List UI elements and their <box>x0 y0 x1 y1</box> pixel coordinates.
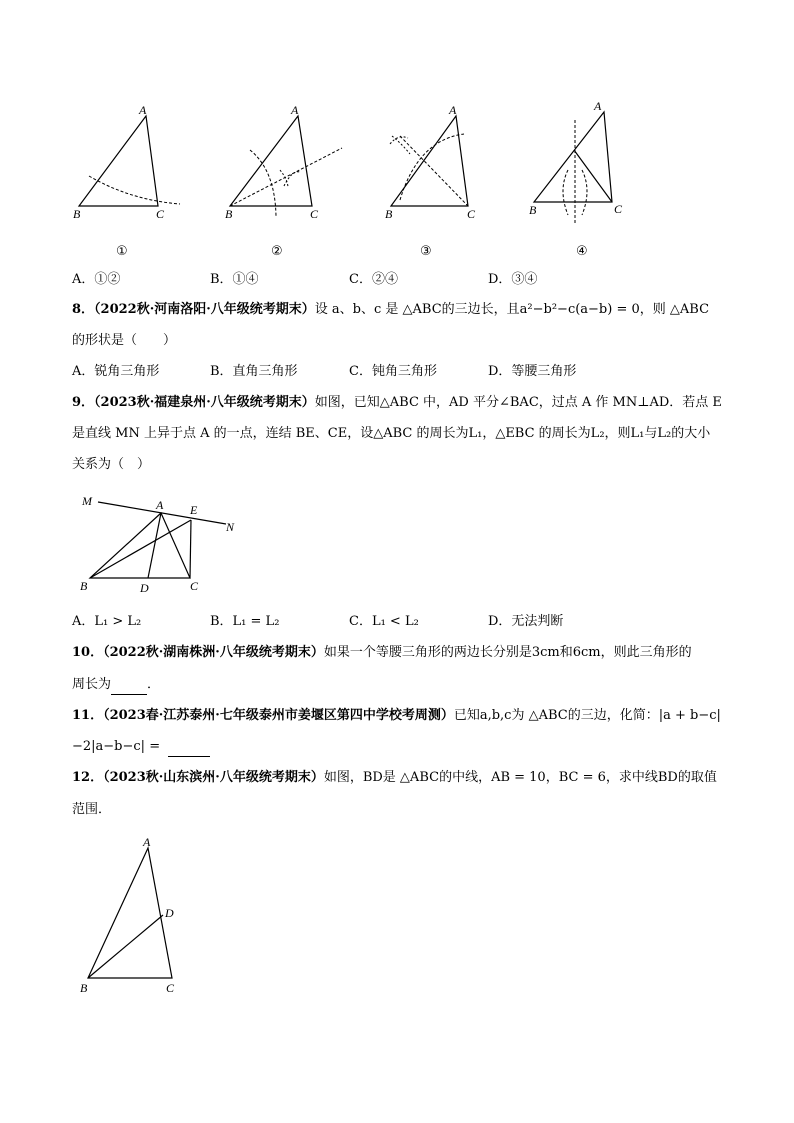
q9-stem: 如图，已知△ABC 中，AD 平分∠BAC，过点 A 作 MN⊥AD．若点 E <box>314 395 722 410</box>
fig1-label-c: C <box>156 207 165 221</box>
q9-label-d: D <box>140 581 149 595</box>
q10-stem: 如果一个等腰三角形的两边长分别是3cm和6cm，则此三角形的 <box>323 645 692 660</box>
q8-line-1 <box>72 301 709 319</box>
q10-number: 10． <box>72 645 104 660</box>
q12-label-c: C <box>166 981 175 995</box>
q9-source: （2023秋·福建泉州·八年级统考期末） <box>94 395 315 410</box>
q10-line-2-text: 周长为 <box>72 677 112 692</box>
q9-label-c: C <box>190 579 199 593</box>
q7-figure-2 <box>220 100 360 230</box>
q8-line-2: 的形状是（ ） <box>72 333 177 348</box>
q8-option-d: D．等腰三角形 <box>488 364 577 379</box>
fig3-label-c: C <box>467 207 476 221</box>
fig4-label-b: B <box>529 203 537 217</box>
q10-line-1 <box>72 644 692 662</box>
q12-line-1 <box>72 769 717 787</box>
q7-option-b: B．①④ <box>210 272 259 287</box>
q10-answer-blank[interactable] <box>111 676 147 695</box>
q8-stem: 设 a、b、c 是 △ABC的三边长，且a²−b²−c(a−b) = 0，则 △ABC <box>314 302 710 317</box>
fig4-label-a: A <box>594 99 602 113</box>
fig4-label-c: C <box>614 202 623 216</box>
q8-option-c: C．钝角三角形 <box>349 364 437 379</box>
q12-number: 12． <box>72 770 104 785</box>
q9-line-2: 是直线 MN 上异于点 A 的一点，连结 BE、CE，设△ABC 的周长为L₁，△EBC 的周长为L₂，则L₁与L₂的大小 <box>72 426 711 441</box>
q8-number: 8． <box>72 302 95 317</box>
fig3-label-a: A <box>449 103 457 117</box>
q9-option-a: A．L₁ > L₂ <box>72 614 142 629</box>
q12-line-2: 范围． <box>72 802 112 817</box>
q12-label-d: D <box>165 906 174 920</box>
q9-figure <box>76 488 246 600</box>
q7-figure-3-caption: ③ <box>420 244 432 259</box>
q9-label-b: B <box>80 579 88 593</box>
q9-label-m: M <box>82 494 92 508</box>
q7-figure-1-caption: ① <box>116 244 128 259</box>
q11-source: （2023春·江苏泰州·七年级泰州市姜堰区第四中学校考周测） <box>103 708 454 723</box>
q9-label-n: N <box>226 520 235 534</box>
fig2-label-b: B <box>225 207 233 221</box>
q7-figure-3 <box>378 100 518 230</box>
q11-line-2-text: −2|a−b−c| = <box>72 739 165 754</box>
q9-label-a: A <box>156 498 164 512</box>
q7-option-c: C．②④ <box>349 272 398 287</box>
q9-number: 9． <box>72 395 95 410</box>
q7-figure-1 <box>60 100 200 230</box>
q11-line-1 <box>72 707 721 725</box>
fig3-label-b: B <box>385 207 393 221</box>
q9-option-b: B．L₁ = L₂ <box>210 614 280 629</box>
q7-option-d: D．③④ <box>488 272 538 287</box>
q7-figure-2-caption: ② <box>271 244 283 259</box>
q10-line-2 <box>72 676 160 695</box>
q7-figure-4-caption: ④ <box>576 244 588 259</box>
q10-line-2-end: ． <box>147 677 161 692</box>
fig1-label-a: A <box>139 103 147 117</box>
q11-stem: 已知a,b,c为 △ABC的三边，化简：|a + b−c| <box>453 708 721 723</box>
q8-source: （2022秋·河南洛阳·八年级统考期末） <box>94 302 315 317</box>
q12-stem: 如图，BD是 △ABC的中线，AB = 10，BC = 6，求中线BD的取值 <box>323 770 717 785</box>
q7-figure-4 <box>528 100 648 230</box>
fig2-label-c: C <box>310 207 319 221</box>
q9-option-d: D．无法判断 <box>488 614 564 629</box>
fig1-label-b: B <box>73 207 81 221</box>
q9-label-e: E <box>190 503 198 517</box>
q12-source: （2023秋·山东滨州·八年级统考期末） <box>103 770 324 785</box>
q11-answer-blank[interactable] <box>168 738 210 757</box>
q9-line-1 <box>72 394 722 412</box>
q9-option-c: C．L₁ < L₂ <box>349 614 419 629</box>
q12-label-b: B <box>80 981 88 995</box>
q8-option-a: A．锐角三角形 <box>72 364 160 379</box>
q7-option-a: A．①② <box>72 272 121 287</box>
fig2-label-a: A <box>291 103 299 117</box>
q8-option-b: B．直角三角形 <box>210 364 298 379</box>
q12-label-a: A <box>143 835 151 849</box>
q9-line-3: 关系为（ ） <box>72 457 151 472</box>
q12-figure <box>76 834 196 999</box>
q11-number: 11． <box>72 708 104 723</box>
q11-line-2 <box>72 738 210 757</box>
q10-source: （2022秋·湖南株洲·八年级统考期末） <box>103 645 324 660</box>
